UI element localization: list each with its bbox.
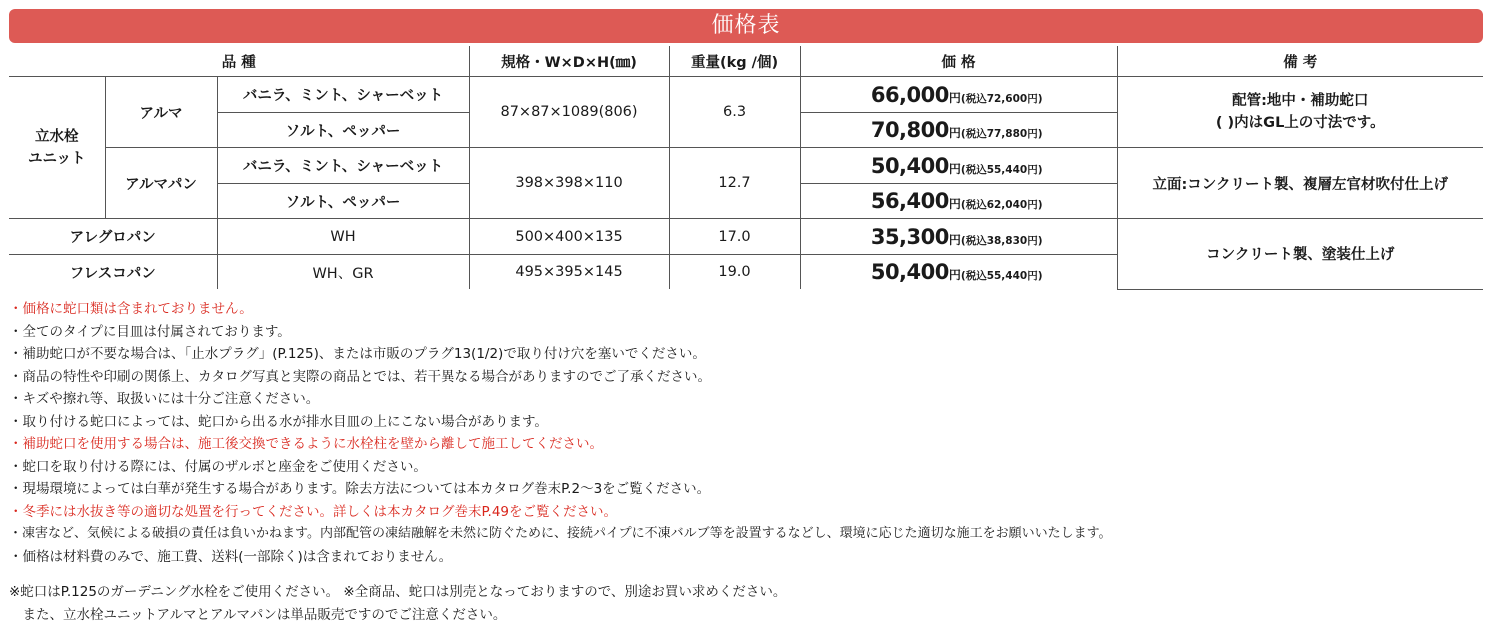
spec: 87×87×1089(806) [469, 77, 669, 148]
tax-price: (税込38,830円) [960, 234, 1043, 247]
yen: 円 [948, 268, 961, 282]
note-item: ・補助蛇口を使用する場合は、施工後交換できるように水栓柱を壁から離して施工してください。 [9, 436, 603, 452]
weight: 19.0 [669, 255, 800, 290]
note-item: ・価格は材料費のみで、施工費、送料(一部除く)は含まれておりません。 [9, 548, 453, 565]
price: 56,400 [870, 189, 949, 213]
yen: 円 [948, 197, 961, 211]
remarks: コンクリート製、塗装仕上げ [1117, 219, 1483, 290]
model-name: アレグロパン [9, 219, 217, 255]
variant: ソルト、ペッパー [217, 113, 469, 148]
yen: 円 [948, 126, 961, 140]
price: 66,000 [870, 82, 949, 107]
model-name: フレスコパン [9, 255, 217, 290]
price-cell [800, 113, 1117, 148]
variant: ソルト、ペッパー [217, 184, 469, 219]
price-cell [800, 219, 1117, 255]
yen: 円 [948, 232, 961, 247]
price: 50,400 [870, 153, 949, 178]
variant: バニラ、ミント、シャーベット [217, 77, 469, 113]
header-remarks: 備 考 [1117, 46, 1483, 77]
price-table-title: 価格表 [9, 9, 1483, 43]
tax-price: (税込55,440円) [960, 270, 1043, 282]
price-cell [800, 255, 1117, 290]
remarks: 配管:地中・補助蛇口 ( )内はGL上の寸法です。 [1117, 77, 1483, 148]
spec: 500×400×135 [469, 219, 669, 255]
variant: WH、GR [217, 255, 469, 290]
header-hinshu: 品 種 [9, 46, 469, 77]
note-item: ・商品の特性や印刷の関係上、カタログ写真と実際の商品とでは、若干異なる場合がありますのでご了承ください。 [9, 368, 711, 385]
note-item: ・キズや擦れ等、取扱いには十分ご注意ください。 [9, 391, 320, 407]
group-label: 立水栓 ユニット [9, 77, 105, 219]
spec: 495×395×145 [469, 255, 669, 290]
variant: WH [217, 219, 469, 255]
weight: 17.0 [669, 219, 800, 255]
notes-list [9, 298, 1489, 568]
tax-price: (税込77,880円) [960, 128, 1043, 140]
price-cell [800, 148, 1117, 184]
footer-line: ※蛇口はP.125のガーデニング水栓をご使用ください。 ※全商品、蛇口は別売となっておりますので、別途お買い求めください。 [9, 584, 787, 600]
footer-notes [9, 581, 786, 626]
header-weight: 重量(kg /個) [669, 46, 800, 77]
price-cell [800, 77, 1117, 113]
yen: 円 [948, 161, 961, 176]
note-item: ・補助蛇口が不要な場合は、「止水プラグ」(P.125)、または市販のプラグ13(1/2)で取り付け穴を塞いでください。 [9, 346, 706, 362]
note-item: ・価格に蛇口類は含まれておりません。 [9, 301, 253, 317]
tax-price: (税込55,440円) [960, 163, 1043, 176]
note-item: ・冬季には水抜き等の適切な処置を行ってください。詳しくは本カタログ巻末P.49をご覧ください。 [9, 503, 618, 520]
variant: バニラ、ミント、シャーベット [217, 148, 469, 184]
weight: 12.7 [669, 148, 800, 219]
weight: 6.3 [669, 77, 800, 148]
tax-price: (税込72,600円) [960, 92, 1043, 105]
table-row [9, 148, 1483, 184]
price: 35,300 [870, 224, 949, 249]
note-item: ・取り付ける蛇口によっては、蛇口から出る水が排水目皿の上にこない場合があります。 [9, 413, 548, 430]
model-name: アルマパン [105, 148, 217, 219]
note-item: ・蛇口を取り付ける際には、付属のザルボと座金をご使用ください。 [9, 458, 427, 475]
note-item: ・現場環境によっては白華が発生する場合があります。除去方法については本カタログ巻末P.2〜3をご覧ください。 [9, 481, 711, 497]
tax-price: (税込62,040円) [960, 199, 1043, 211]
price: 70,800 [870, 118, 949, 142]
price-cell [800, 184, 1117, 219]
yen: 円 [948, 90, 961, 105]
header-spec: 規格・W×D×H(㎜) [469, 46, 669, 77]
spec: 398×398×110 [469, 148, 669, 219]
table-row [9, 219, 1483, 255]
footer-line: また、立水栓ユニットアルマとアルマパンは単品販売ですのでご注意ください。 [9, 606, 507, 623]
note-item: ・全てのタイプに目皿は付属されております。 [9, 323, 291, 340]
price: 50,400 [870, 260, 949, 284]
header-price: 価 格 [800, 46, 1117, 77]
table-row [9, 77, 1483, 113]
note-item: ・凍害など、気候による破損の責任は負いかねます。内部配管の凍結融解を未然に防ぐために、接続パイプに不凍バルブ等を設置するなどし、環境に応じた適切な施工をお願いいたします。 [9, 526, 1112, 541]
remarks: 立面:コンクリート製、複層左官材吹付仕上げ [1117, 148, 1483, 219]
price-table [9, 46, 1483, 290]
model-name: アルマ [105, 77, 217, 148]
